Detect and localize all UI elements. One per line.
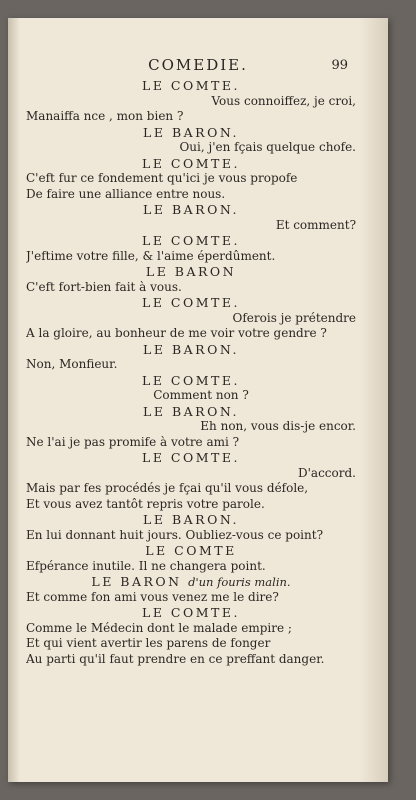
- stage-direction: d'un fouris malin.: [188, 575, 291, 589]
- speaker-heading: LE BARON.: [143, 124, 239, 140]
- speaker-heading: LE COMTE.: [142, 450, 240, 465]
- verse-line: A la gloire, au bonheur de me voir votre gendre ?: [26, 326, 327, 340]
- verse-line: Oferois je prétendre: [232, 310, 356, 325]
- speaker-heading: LE BARON.: [143, 341, 239, 357]
- verse-line: D'accord.: [298, 465, 356, 480]
- verse-line: Oui, j'en fçais quelque chofe.: [179, 140, 356, 154]
- verse-line: Mais par fes procédés je fçai qu'il vous défole,: [26, 481, 309, 495]
- verse-line: Au parti qu'il faut prendre en ce preffant danger.: [26, 651, 325, 666]
- speaker-heading: LE BARON.: [143, 512, 239, 527]
- speaker-heading: LE COMTE.: [142, 155, 240, 171]
- verse-line: Et comme fon ami vous venez me le dire?: [26, 589, 279, 604]
- verse-line: Efpérance inutile. Il ne changera point.: [26, 558, 266, 573]
- speaker-name: LE BARON: [91, 574, 182, 589]
- verse-line: De faire une alliance entre nous.: [26, 186, 226, 201]
- speaker-heading: LE COMTE.: [142, 605, 240, 620]
- verse-line: Et comment?: [275, 217, 356, 232]
- verse-line: Non, Monfieur.: [26, 357, 118, 371]
- speaker-heading: [26, 574, 356, 590]
- page-header: [8, 56, 388, 76]
- verse-line: Eh non, vous dis-je encor.: [200, 419, 356, 433]
- speaker-heading: LE COMTE: [145, 543, 237, 558]
- speaker-heading: LE COMTE.: [142, 78, 240, 93]
- speaker-heading: LE BARON: [145, 264, 237, 279]
- verse-line: C'eft fur ce fondement qu'ici je vous propofe: [26, 171, 298, 185]
- verse-line: Comment non ?: [153, 388, 249, 402]
- running-title: COMEDIE.: [148, 56, 248, 74]
- verse-line: C'eft fort-bien fait à vous.: [26, 279, 182, 294]
- verse-line: Manaiffa nce , mon bien ?: [26, 109, 184, 123]
- verse-line: En lui donnant huit jours. Oubliez-vous ce point?: [26, 527, 324, 542]
- verse-line: Comme le Médecin dont le malade empire ;: [26, 620, 292, 635]
- verse-line: J'eftime votre fille, & l'aime éperdûment.: [26, 248, 276, 263]
- page-gutter: [8, 18, 20, 782]
- page-edge: [360, 18, 388, 782]
- page-number: 99: [331, 58, 348, 73]
- speaker-heading: LE COMTE.: [142, 295, 240, 310]
- speaker-heading: LE BARON.: [143, 403, 239, 419]
- verse-line: Ne l'ai je pas promife à votre ami ?: [26, 434, 240, 449]
- verse-line: Et vous avez tantôt repris votre parole.: [26, 496, 265, 511]
- speaker-heading: LE COMTE.: [142, 233, 240, 248]
- play-text: [26, 78, 356, 667]
- verse-line: Vous connoiffez, je croi,: [211, 93, 356, 108]
- speaker-heading: LE COMTE.: [142, 372, 240, 388]
- book-page: [8, 18, 388, 782]
- speaker-heading: LE BARON.: [143, 202, 239, 217]
- verse-line: Et qui vient avertir les parens de fonger: [26, 636, 271, 650]
